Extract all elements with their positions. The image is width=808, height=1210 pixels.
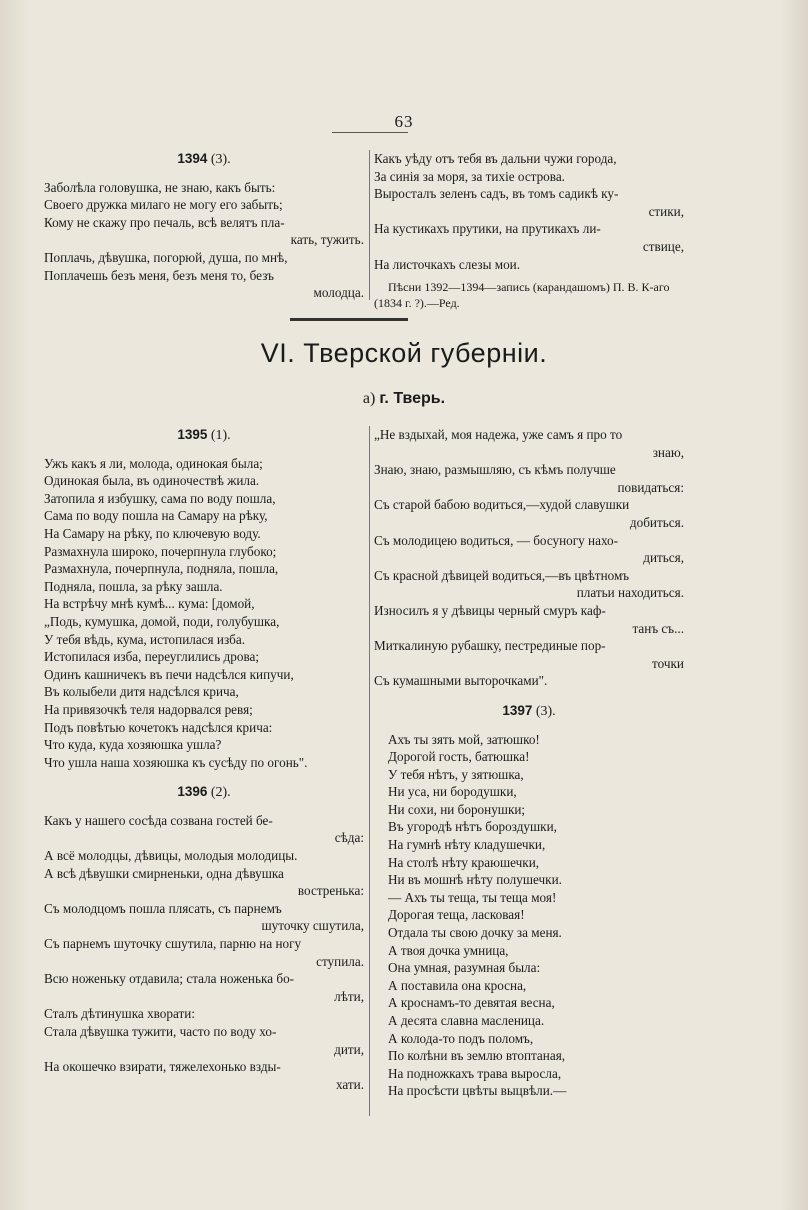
column-divider [369,426,370,1116]
verse-line: У тебя вѣдь, кума, истопилася изба. [44,631,246,647]
verse-line: дити, [334,1041,364,1057]
verse-line: Въ угородѣ нѣтъ бороздушки, [388,819,557,835]
verse-line: Что ушла наша хозяюшка къ сусѣду по огонь". [44,754,308,770]
verse-line: знаю, [652,444,684,460]
verse-line: Своего дружка милаго не могу его забыть; [44,197,283,213]
verse-line: На столѣ нѣту краюшечки, [388,854,540,870]
verse-line: лѣти, [334,988,364,1004]
verse-line: На встрѣчу мнѣ кумѣ... кума: [домой, [44,596,255,612]
verse-line: А колода-то подъ поломъ, [388,1030,534,1046]
verse-line: Всю ноженьку отдавила; стала ноженька бо- [44,971,295,987]
verse-line: На гумнѣ нѣту кладушечки, [388,837,546,853]
verse-line: Съ старой бабою водиться,—худой славушки [374,497,630,513]
verse-line: сѣда: [334,830,364,846]
subsection-city: г. Тверь. [379,390,446,407]
song-variant: (3). [535,703,556,719]
column-divider [369,150,370,300]
verse-line: танъ съ... [632,620,684,636]
verse-line: Въ колыбели дитя надсѣлся крича, [44,684,239,700]
verse-line: Отдала ты свою дочку за меня. [388,925,562,941]
song-1394-continued [374,150,684,311]
right-column [374,426,684,1100]
verse-line: Истопилася изба, переуглились дрова; [44,649,260,665]
spacer [44,771,364,783]
verse-line: — Ахъ ты теща, ты теща моя! [388,889,557,905]
subsection-title [0,390,808,408]
song-variant: (1). [210,428,231,443]
verse-line: „Подь, кумушка, домой, поди, голубушка, [44,613,280,629]
verse-line: На подножкахъ трава выросла, [388,1065,562,1081]
spacer [374,690,684,702]
verse-line: Съ парнемъ шуточку сшутила, парню на ногу [44,936,302,952]
song-number: 1394 [177,151,208,166]
verse-line: За синія за моря, за тихіе острова. [374,168,565,184]
song-title-1397 [374,702,684,721]
subsection-prefix: а) [362,390,376,407]
page-number: 63 [394,112,414,131]
song-1394 [44,150,364,302]
verse-line: хати. [335,1076,364,1092]
verse-line: На окошечко взирати, тяжелехонько взды- [44,1059,281,1075]
verse-line: На листочкахъ слезы мои. [374,256,521,272]
verse-line: Какъ у нашего сосѣда созвана гостей бе- [44,812,273,828]
verse-line: „Не вздыхай, моя надежа, уже самъ я про то [374,427,623,442]
verse-line: востренька: [297,883,364,899]
verse-line: платьи находиться. [576,585,684,601]
verse-line: На просѣсти цвѣты выцвѣли.— [388,1083,567,1099]
verse-line: Размахнула широко, почерпнула глубоко; [44,543,277,559]
verse-line: повидаться: [617,479,684,495]
verse-line: А десята славна масленица. [388,1013,545,1028]
song-variant: (3). [210,152,231,167]
verse-line: Затопила я избушку, сама по воду пошла, [44,490,276,506]
verse-line: шуточку сшутила, [261,918,364,934]
verse-line: А поставила она кросна, [388,977,527,993]
song-number: 1395 [177,427,208,442]
verse-line: Стала дѣвушка тужити, часто по воду хо- [44,1024,277,1039]
verse-line: Миткалиную рубашку, пестрединые пор- [374,638,606,654]
verse-line: Сталъ дѣтинушка хворати: [44,1006,195,1022]
song-title-1395 [44,426,364,445]
verse-line: ступила. [316,953,364,969]
verse-line: А твоя дочка умница, [388,942,509,958]
verse-line: Поплачь, дѣвушка, погорюй, душа, по мнѣ, [44,249,288,265]
editor-note: Пѣсни 1392—1394—запись (карандашомъ) П. В. К-аго (1834 г. ?).—Ред. [374,280,670,311]
verse-line: На привязочкѣ теля надорвался ревя; [44,701,253,717]
verse-line: Размахнула, почерпнула, подняла, пошла, [44,561,279,577]
verse-line: А кроснамъ-то девятая весна, [388,995,555,1011]
verse-line: Ни уса, ни бородушки, [388,784,517,800]
song-title-1396 [44,783,364,802]
verse-line: Поплачешь безъ меня, безъ меня то, безъ [44,267,274,283]
page-number-rule [332,132,408,133]
left-column [44,426,364,1093]
verse-line: Одинъ кашничекъ въ печи надсѣлся кипучи, [44,666,294,682]
verse-line: Подъ повѣтью кочетокъ надсѣлся крича: [44,719,273,735]
song-title-1394 [44,150,364,169]
verse-line: Съ молодицею водиться, — босуногу нахо- [374,532,619,548]
song-variant: (2). [210,785,231,801]
verse-line: Что куда, куда хозяюшка ушла? [44,737,222,753]
verse-line: На Самару на рѣку, по ключевую воду. [44,525,261,541]
verse-line: точки [652,655,684,671]
section-separator [290,318,408,321]
verse-line: Одинокая была, въ одиночествѣ жила. [44,473,260,489]
verse-line: кать, тужить. [290,232,364,248]
verse-line: Какъ уѣду отъ тебя въ дальни чужи города, [374,151,617,166]
verse-line: Сама по воду пошла на Самару на рѣку, [44,508,268,524]
verse-line: Выросталъ зеленъ садъ, въ томъ садикѣ ку- [374,186,619,202]
verse-line: ствице, [642,238,684,254]
verse-line: Ни въ мошнѣ нѣту полушечки. [388,872,562,888]
verse-line: молодца. [313,285,364,301]
verse-line: Ужъ какъ я ли, молода, одинокая была; [44,455,263,471]
verse-line: Дорогой гость, батюшка! [388,749,530,765]
verse-line: У тебя нѣтъ, у зятюшка, [388,766,524,782]
verse-line: Съ красной дѣвицей водиться,—въ цвѣтномъ [374,567,630,583]
verse-line: По колѣни въ землю втоптаная, [388,1048,566,1064]
song-number: 1396 [177,784,208,800]
verse-line: Знаю, знаю, размышляю, съ кѣмъ получше [374,462,616,478]
verse-line: Съ молодцомъ пошла плясать, съ парнемъ [44,900,282,916]
verse-line: А всѣ дѣвушки смирненьки, одна дѣвушка [44,865,284,881]
verse-line: диться, [643,550,684,566]
verse-line: Кому не скажу про печаль, всѣ велятъ пла- [44,214,285,230]
verse-line: Дорогая теща, ласковая! [388,907,525,923]
song-number: 1397 [502,702,533,718]
verse-line: Ни сохи, ни боронушки; [388,801,526,817]
verse-line: А всё молодцы, дѣвицы, молодыя молодицы. [44,848,298,864]
section-title: VI. Тверской губерніи. [260,338,548,368]
verse-line: Ахъ ты зять мой, затюшко! [388,731,540,747]
verse-line: стики, [648,203,684,219]
verse-line: добиться. [629,514,684,530]
verse-line: Подняла, пошла, за рѣку зашла. [44,578,223,594]
verse-line: Износилъ я у дѣвицы черный смуръ каф- [374,602,606,618]
verse-line: Съ кумашными выторочками". [374,673,548,689]
verse-line: Она умная, разумная была: [388,960,541,976]
verse-line: На кустикахъ прутики, на прутикахъ ли- [374,221,601,237]
verse-line: Заболѣла головушка, не знаю, какъ быть: [44,179,276,195]
